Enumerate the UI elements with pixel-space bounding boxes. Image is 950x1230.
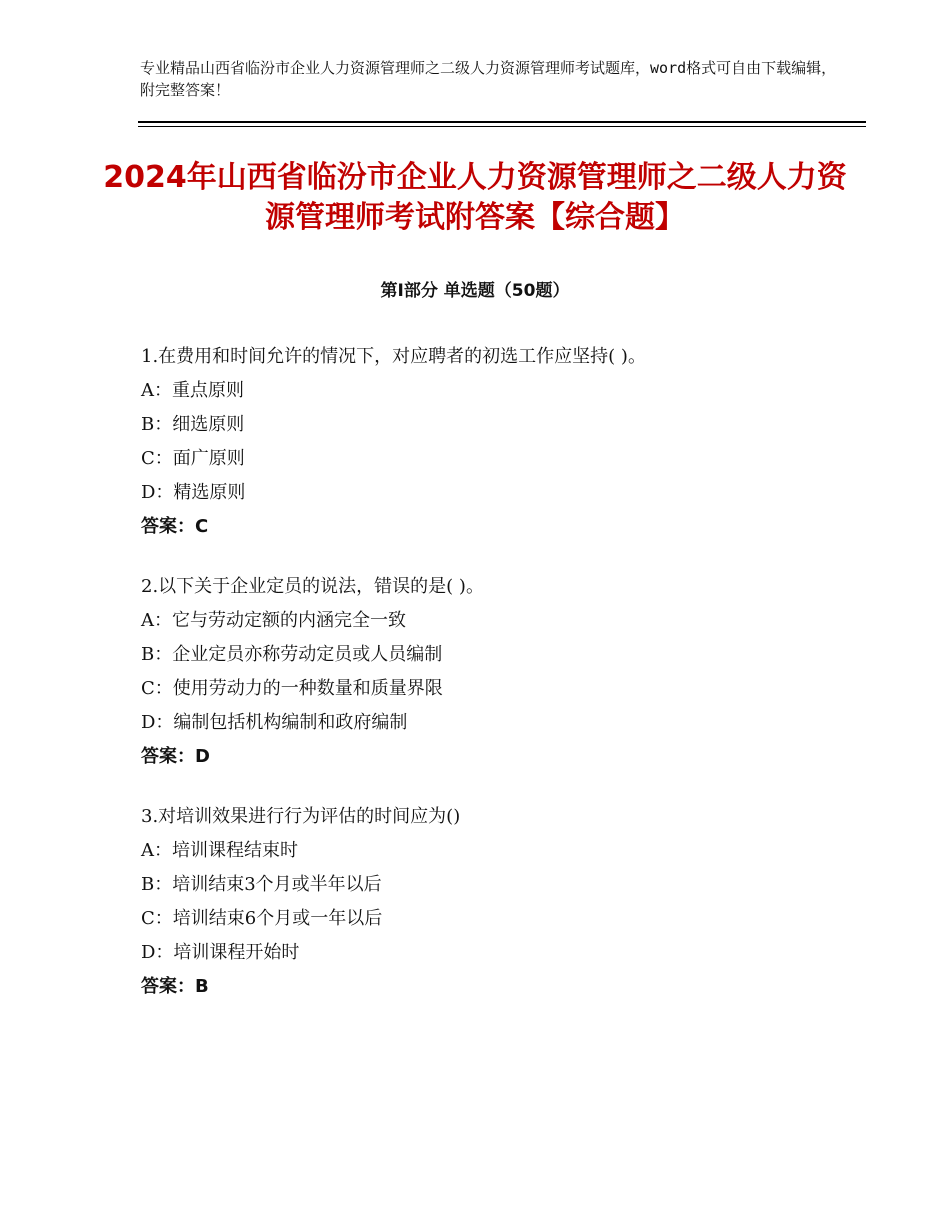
option-c: C：使用劳动力的一种数量和质量界限	[141, 678, 443, 699]
question-2	[141, 570, 861, 774]
question-stem: 2.以下关于企业定员的说法，错误的是( )。	[141, 576, 484, 597]
answer: 答案：B	[141, 976, 209, 997]
option-a: A：它与劳动定额的内涵完全一致	[141, 610, 406, 631]
option-b: B：培训结束3个月或半年以后	[141, 874, 382, 895]
option-d: D：培训课程开始时	[141, 942, 300, 963]
answer: 答案：D	[141, 746, 210, 767]
header-rule-thick	[138, 121, 866, 123]
header-rule-thin	[138, 126, 866, 127]
document-title: 2024年山西省临汾市企业人力资源管理师之二级人力资源管理师考试附答案【综合题】	[103, 160, 847, 235]
option-a: A：重点原则	[141, 380, 244, 401]
option-c: C：培训结束6个月或一年以后	[141, 908, 383, 929]
question-3	[141, 800, 861, 1004]
section-title: 第Ⅰ部分 单选题（50题）	[380, 281, 570, 301]
question-stem: 1.在费用和时间允许的情况下，对应聘者的初选工作应坚持( )。	[141, 346, 646, 367]
answer: 答案：C	[141, 516, 209, 537]
option-c: C：面广原则	[141, 448, 245, 469]
question-1	[141, 340, 861, 544]
option-b: B：细选原则	[141, 414, 245, 435]
question-stem: 3.对培训效果进行行为评估的时间应为()	[141, 806, 461, 827]
option-b: B：企业定员亦称劳动定员或人员编制	[141, 644, 443, 665]
option-a: A：培训课程结束时	[141, 840, 298, 861]
header-note: 专业精品山西省临汾市企业人力资源管理师之二级人力资源管理师考试题库，word格式可自由下载编辑，附完整答案！	[140, 59, 837, 99]
question-list	[141, 340, 861, 1030]
option-d: D：精选原则	[141, 482, 246, 503]
option-d: D：编制包括机构编制和政府编制	[141, 712, 408, 733]
